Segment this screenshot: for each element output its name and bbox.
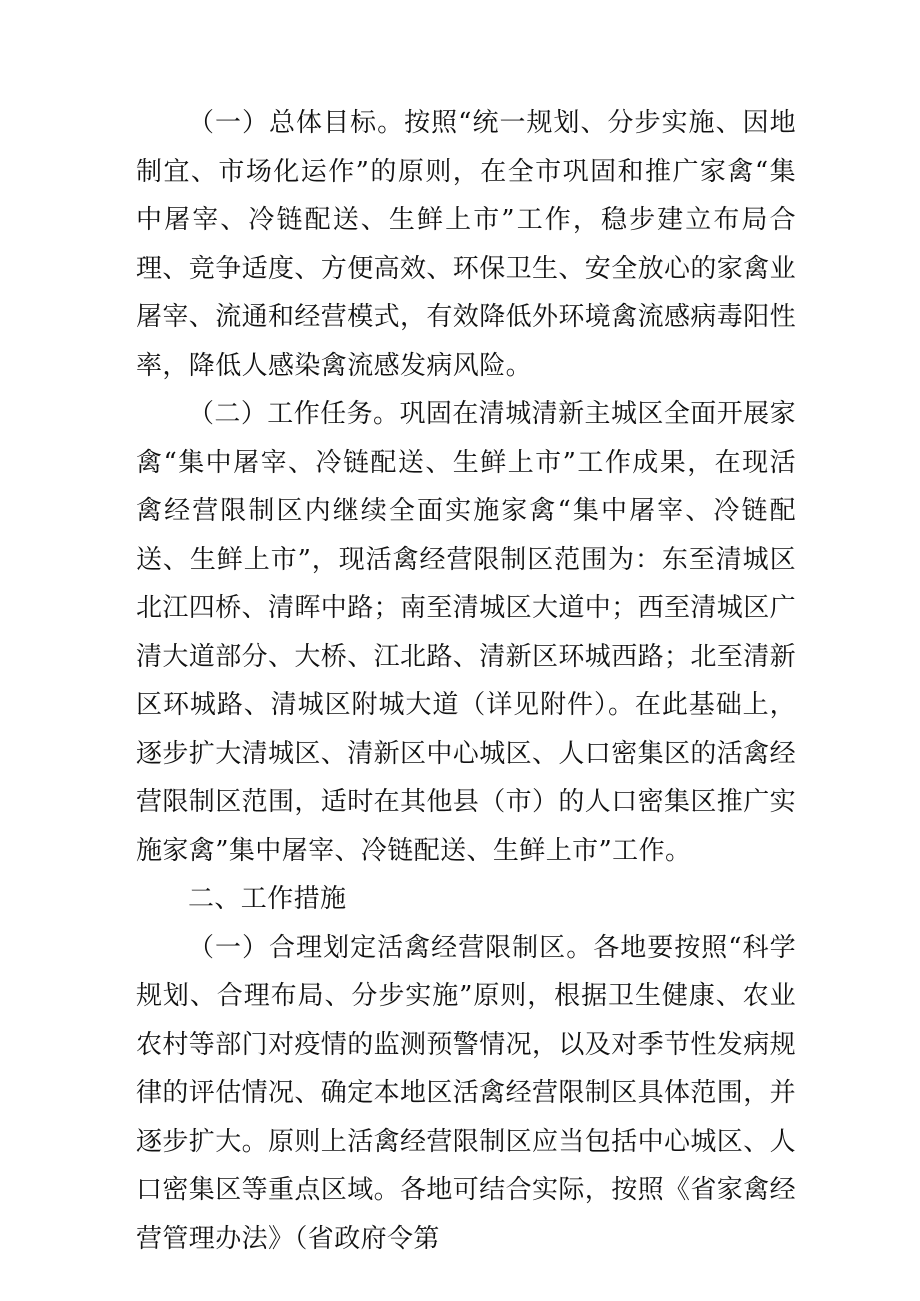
paragraph-restricted-zone: （一）合理划定活禽经营限制区。各地要按照“科学规划、合理布局、分步实施”原则，根据卫生健康、农业农村等部门对疫情的监测预警情况，以及对季节性发病规律的评估情况、确定本地区活禽经营限制区具体范围，并逐步扩大。原则上活禽经营限制区应当包括中心城区、人口密集区等重点区域。各地可结合实际，按照《省家禽经营管理办法》（省政府令第 — [136, 932, 797, 1254]
paragraph-overall-goal: （一）总体目标。按照“统一规划、分步实施、因地制宜、市场化运作”的原则，在全市巩固和推广家禽“集中屠宰、冷链配送、生鲜上市”工作，稳步建立布局合理、竞争适度、方便高效、环保卫生、安全放心的家禽业屠宰、流通和经营模式，有效降低外环境禽流感病毒阳性率，降低人感染禽流感发病风险。 — [136, 108, 797, 381]
section-heading-work-measures: 二、工作措施 — [188, 884, 347, 914]
paragraph-work-tasks: （二）工作任务。巩固在清城清新主城区全面开展家禽“集中屠宰、冷链配送、生鲜上市”工作成果，在现活禽经营限制区内继续全面实施家禽“集中屠宰、冷链配送、生鲜上市”，现活禽经营限制区范围为：东至清城区北江四桥、清晖中路；南至清城区大道中；西至清城区广清大道部分、大桥、江北路、清新区环城西路；北至清新区环城路、清城区附城大道（详见附件）。在此基础上，逐步扩大清城区、清新区中心城区、人口密集区的活禽经营限制区范围，适时在其他县（市）的人口密集区推广实施家禽”集中屠宰、冷链配送、生鲜上市”工作。 — [136, 399, 797, 866]
document-body — [136, 99, 796, 1263]
